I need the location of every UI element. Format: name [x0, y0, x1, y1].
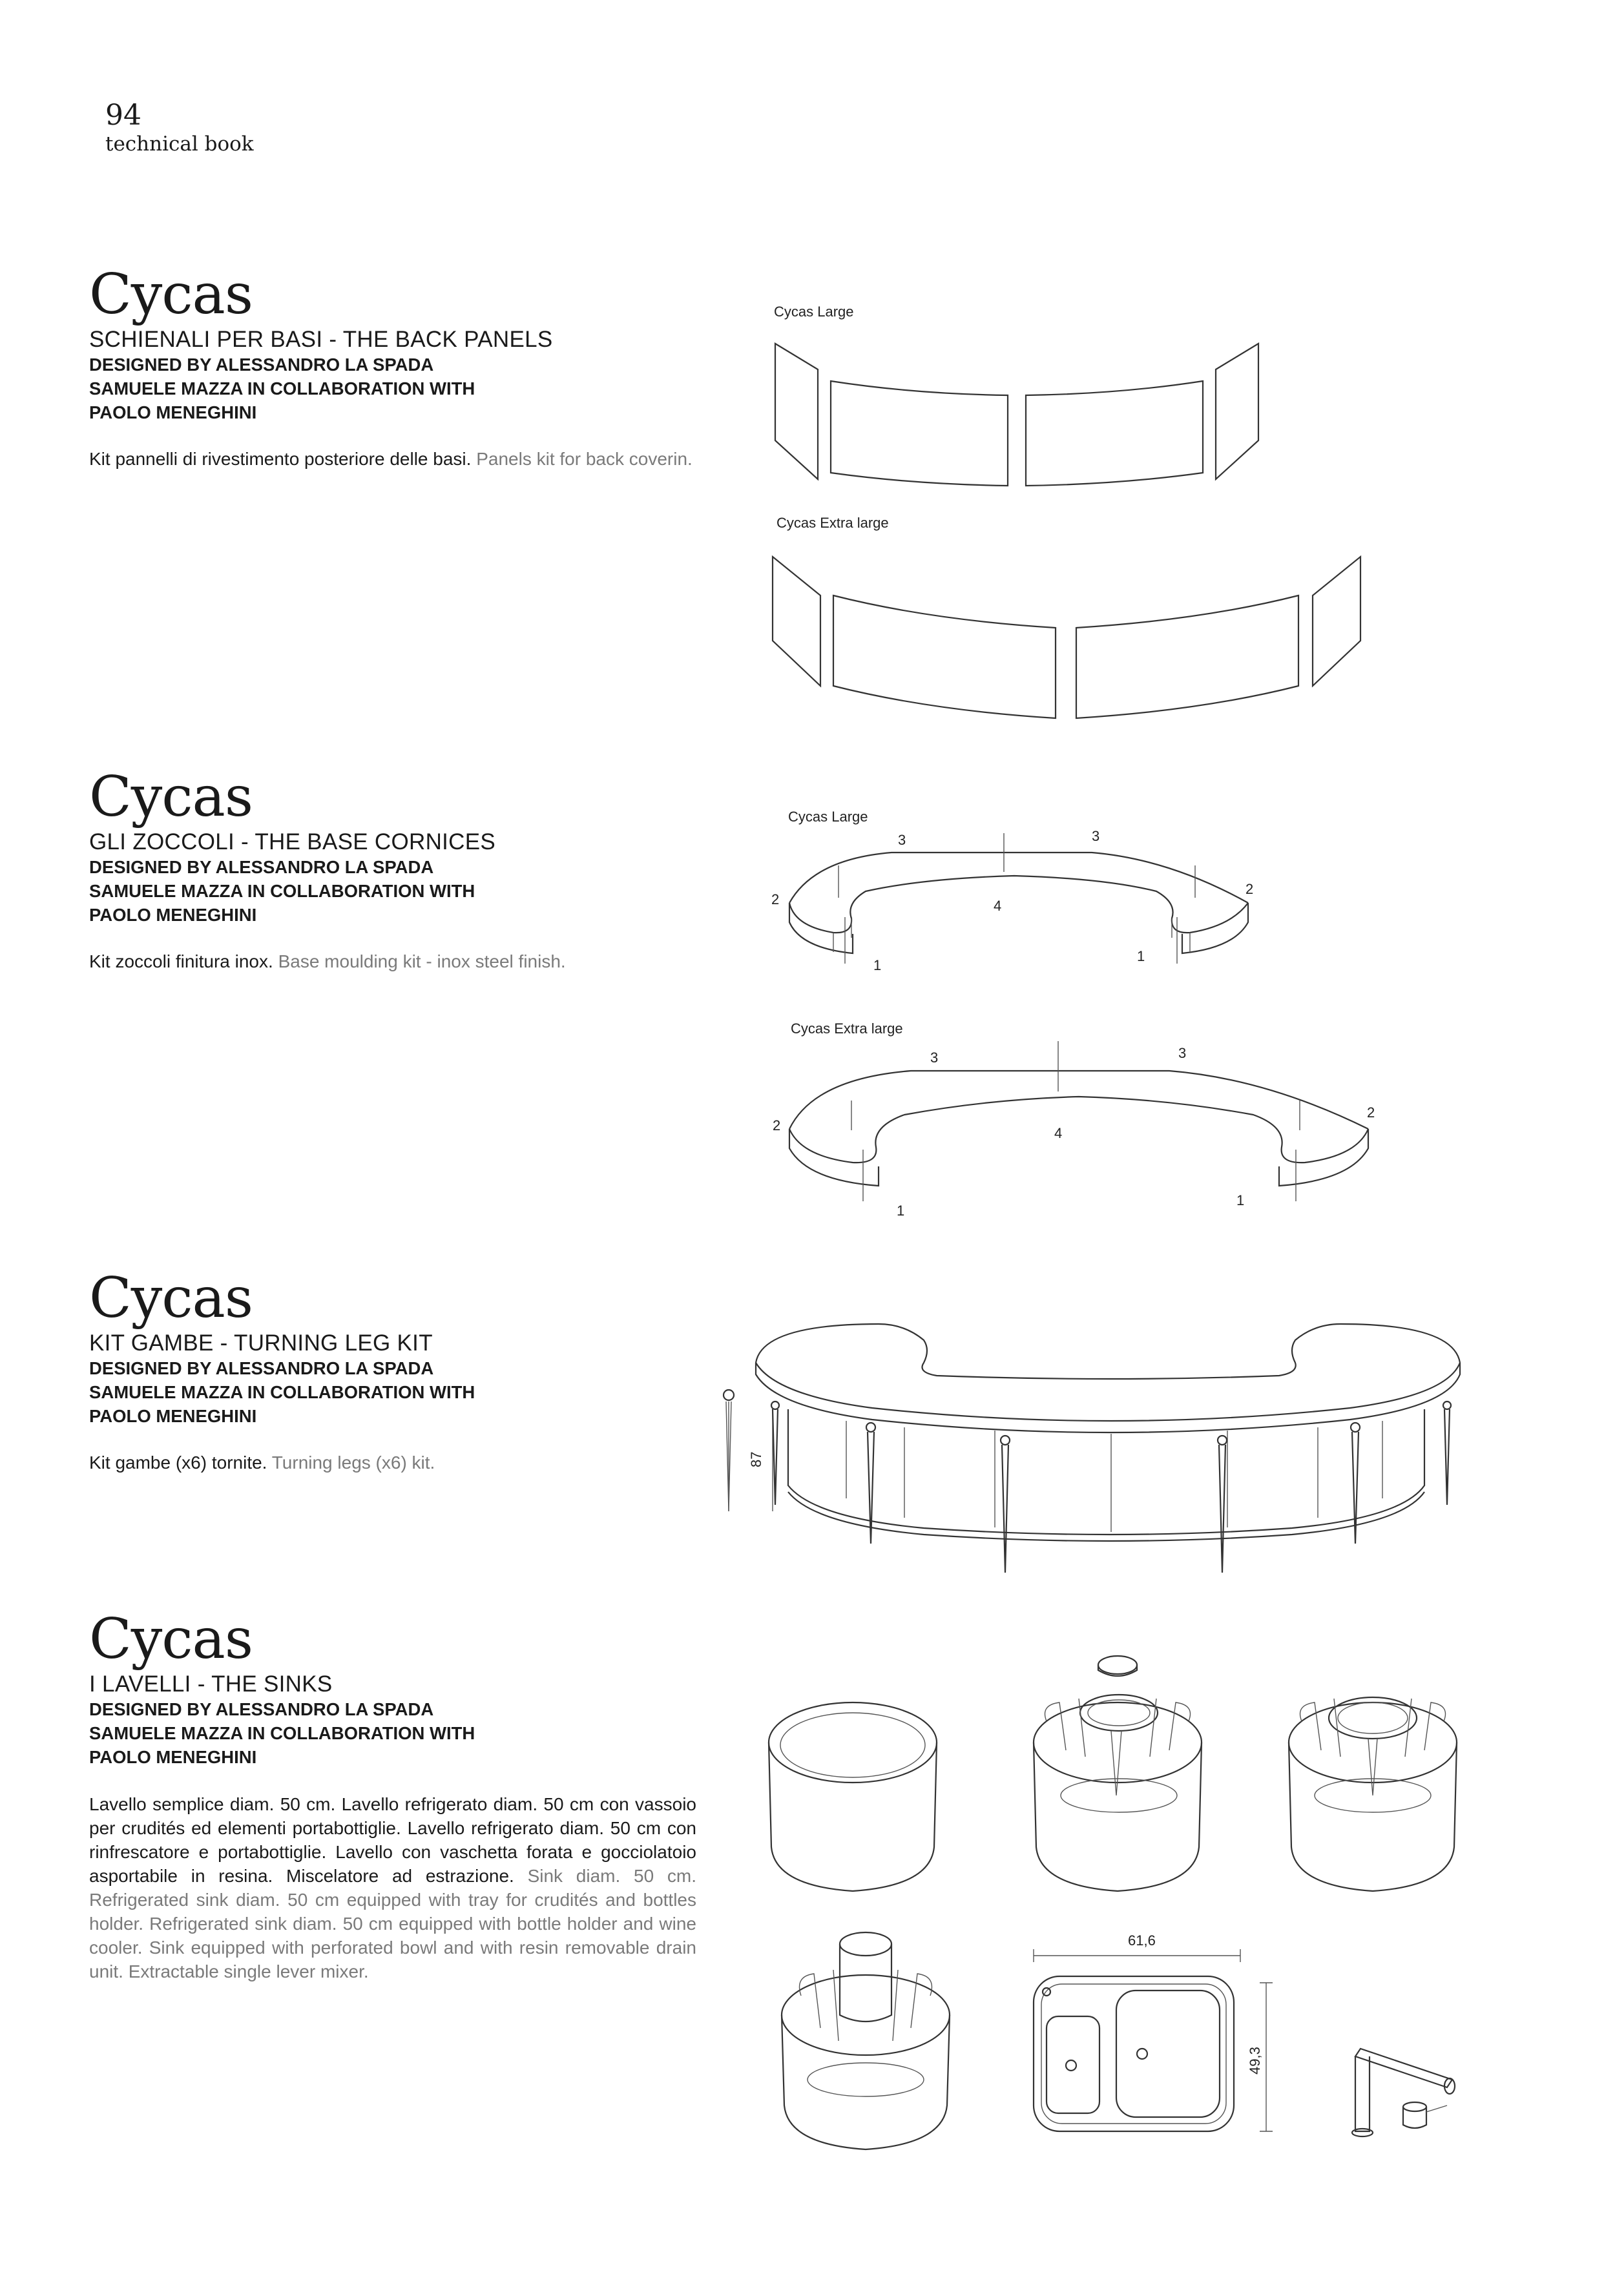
designer-line: DESIGNED BY ALESSANDRO LA SPADA: [89, 1358, 434, 1378]
section-back-panels: [89, 264, 696, 471]
designer-line: SAMUELE MAZZA IN COLLABORATION WITH: [89, 1723, 475, 1743]
back-panels-drawing: [756, 297, 1370, 736]
designer-line: DESIGNED BY ALESSANDRO LA SPADA: [89, 355, 434, 375]
designer-line: PAOLO MENEGHINI: [89, 905, 257, 925]
section-description: Kit zoccoli finitura inox. Base moulding kit - inox steel finish.: [89, 951, 566, 971]
part-number: 2: [773, 1117, 781, 1133]
figure-label: Cycas Extra large: [776, 515, 889, 531]
simple-sink: [769, 1702, 937, 1891]
designer-line: SAMUELE MAZZA IN COLLABORATION WITH: [89, 1382, 475, 1402]
part-number: 1: [1236, 1192, 1245, 1208]
section-title: Cycas: [89, 1607, 253, 1671]
dimension-label: 87: [748, 1451, 764, 1467]
section-title: Cycas: [89, 262, 253, 327]
designer-line: PAOLO MENEGHINI: [89, 402, 257, 422]
section-subtitle: I LAVELLI - THE SINKS: [89, 1671, 333, 1697]
figure-label: Cycas Extra large: [791, 1020, 903, 1037]
part-number: 4: [994, 898, 1002, 914]
section-subtitle: SCHIENALI PER BASI - THE BACK PANELS: [89, 327, 553, 352]
dimension-label: 49,3: [1247, 2047, 1263, 2074]
section-subtitle: KIT GAMBE - TURNING LEG KIT: [89, 1330, 433, 1356]
part-number: 1: [873, 957, 882, 973]
part-number: 3: [898, 832, 906, 848]
designer-line: DESIGNED BY ALESSANDRO LA SPADA: [89, 857, 434, 877]
drainer-top-view: [1034, 1932, 1273, 2131]
part-number: 3: [930, 1050, 939, 1066]
part-number: 3: [1178, 1045, 1187, 1061]
sink-with-tray-2: [1289, 1697, 1457, 1891]
section-leg-kit: [89, 1267, 696, 1474]
sink-with-tray: [1034, 1656, 1202, 1891]
part-number: 2: [1245, 881, 1254, 897]
base-cornices-drawing: [756, 794, 1389, 1234]
section-base-cornices: [89, 766, 696, 973]
section-title: Cycas: [89, 1266, 253, 1330]
section-title: Cycas: [89, 765, 253, 829]
designer-line: DESIGNED BY ALESSANDRO LA SPADA: [89, 1699, 434, 1719]
designer-line: SAMUELE MAZZA IN COLLABORATION WITH: [89, 881, 475, 901]
part-number: 1: [1137, 948, 1145, 964]
section-description: Lavello semplice diam. 50 cm. Lavello refrigerato diam. 50 cm con vassoio per crudités ed elementi portabottiglie. Lavello refrigerato diam. 50 cm con rinfrescatore e portabottiglie. Lavello con vaschetta forata e gocciolatoio asportabile in resina. Miscelatore ad estrazione. Sink diam. 50 cm. Refrigerated sink diam. 50 cm equipped with tray for crudités and bottles holder. Refrigerated sink diam. 50 cm equipped with bottle holder and wine cooler. Sink equipped with perforated bowl and with resin removable drain unit. Extractable single lever mixer.: [89, 1794, 696, 1981]
page-number: 94: [105, 99, 141, 132]
part-number: 2: [771, 891, 780, 907]
part-number: 3: [1092, 828, 1100, 844]
part-number: 2: [1367, 1104, 1375, 1121]
section-description: Kit pannelli di rivestimento posteriore delle basi. Panels kit for back coverin.: [89, 449, 693, 469]
section-description: Kit gambe (x6) tornite. Turning legs (x6) kit.: [89, 1453, 435, 1473]
figure-label: Cycas Large: [788, 809, 868, 825]
part-number: 4: [1054, 1125, 1063, 1141]
designer-line: PAOLO MENEGHINI: [89, 1747, 257, 1767]
part-number: 1: [897, 1203, 905, 1219]
section-subtitle: GLI ZOCCOLI - THE BASE CORNICES: [89, 829, 496, 854]
designer-line: PAOLO MENEGHINI: [89, 1406, 257, 1426]
mixer-tap: [1352, 2049, 1455, 2136]
section-sinks: [89, 1608, 696, 1983]
designer-line: SAMUELE MAZZA IN COLLABORATION WITH: [89, 378, 475, 398]
book-title: technical book: [105, 132, 254, 156]
dimension-label: 61,6: [1128, 1932, 1156, 1949]
leg-kit-drawing: [711, 1298, 1518, 1589]
sinks-drawing: [762, 1653, 1486, 2170]
wine-cooler-sink: [782, 1932, 950, 2149]
figure-label: Cycas Large: [774, 304, 854, 320]
